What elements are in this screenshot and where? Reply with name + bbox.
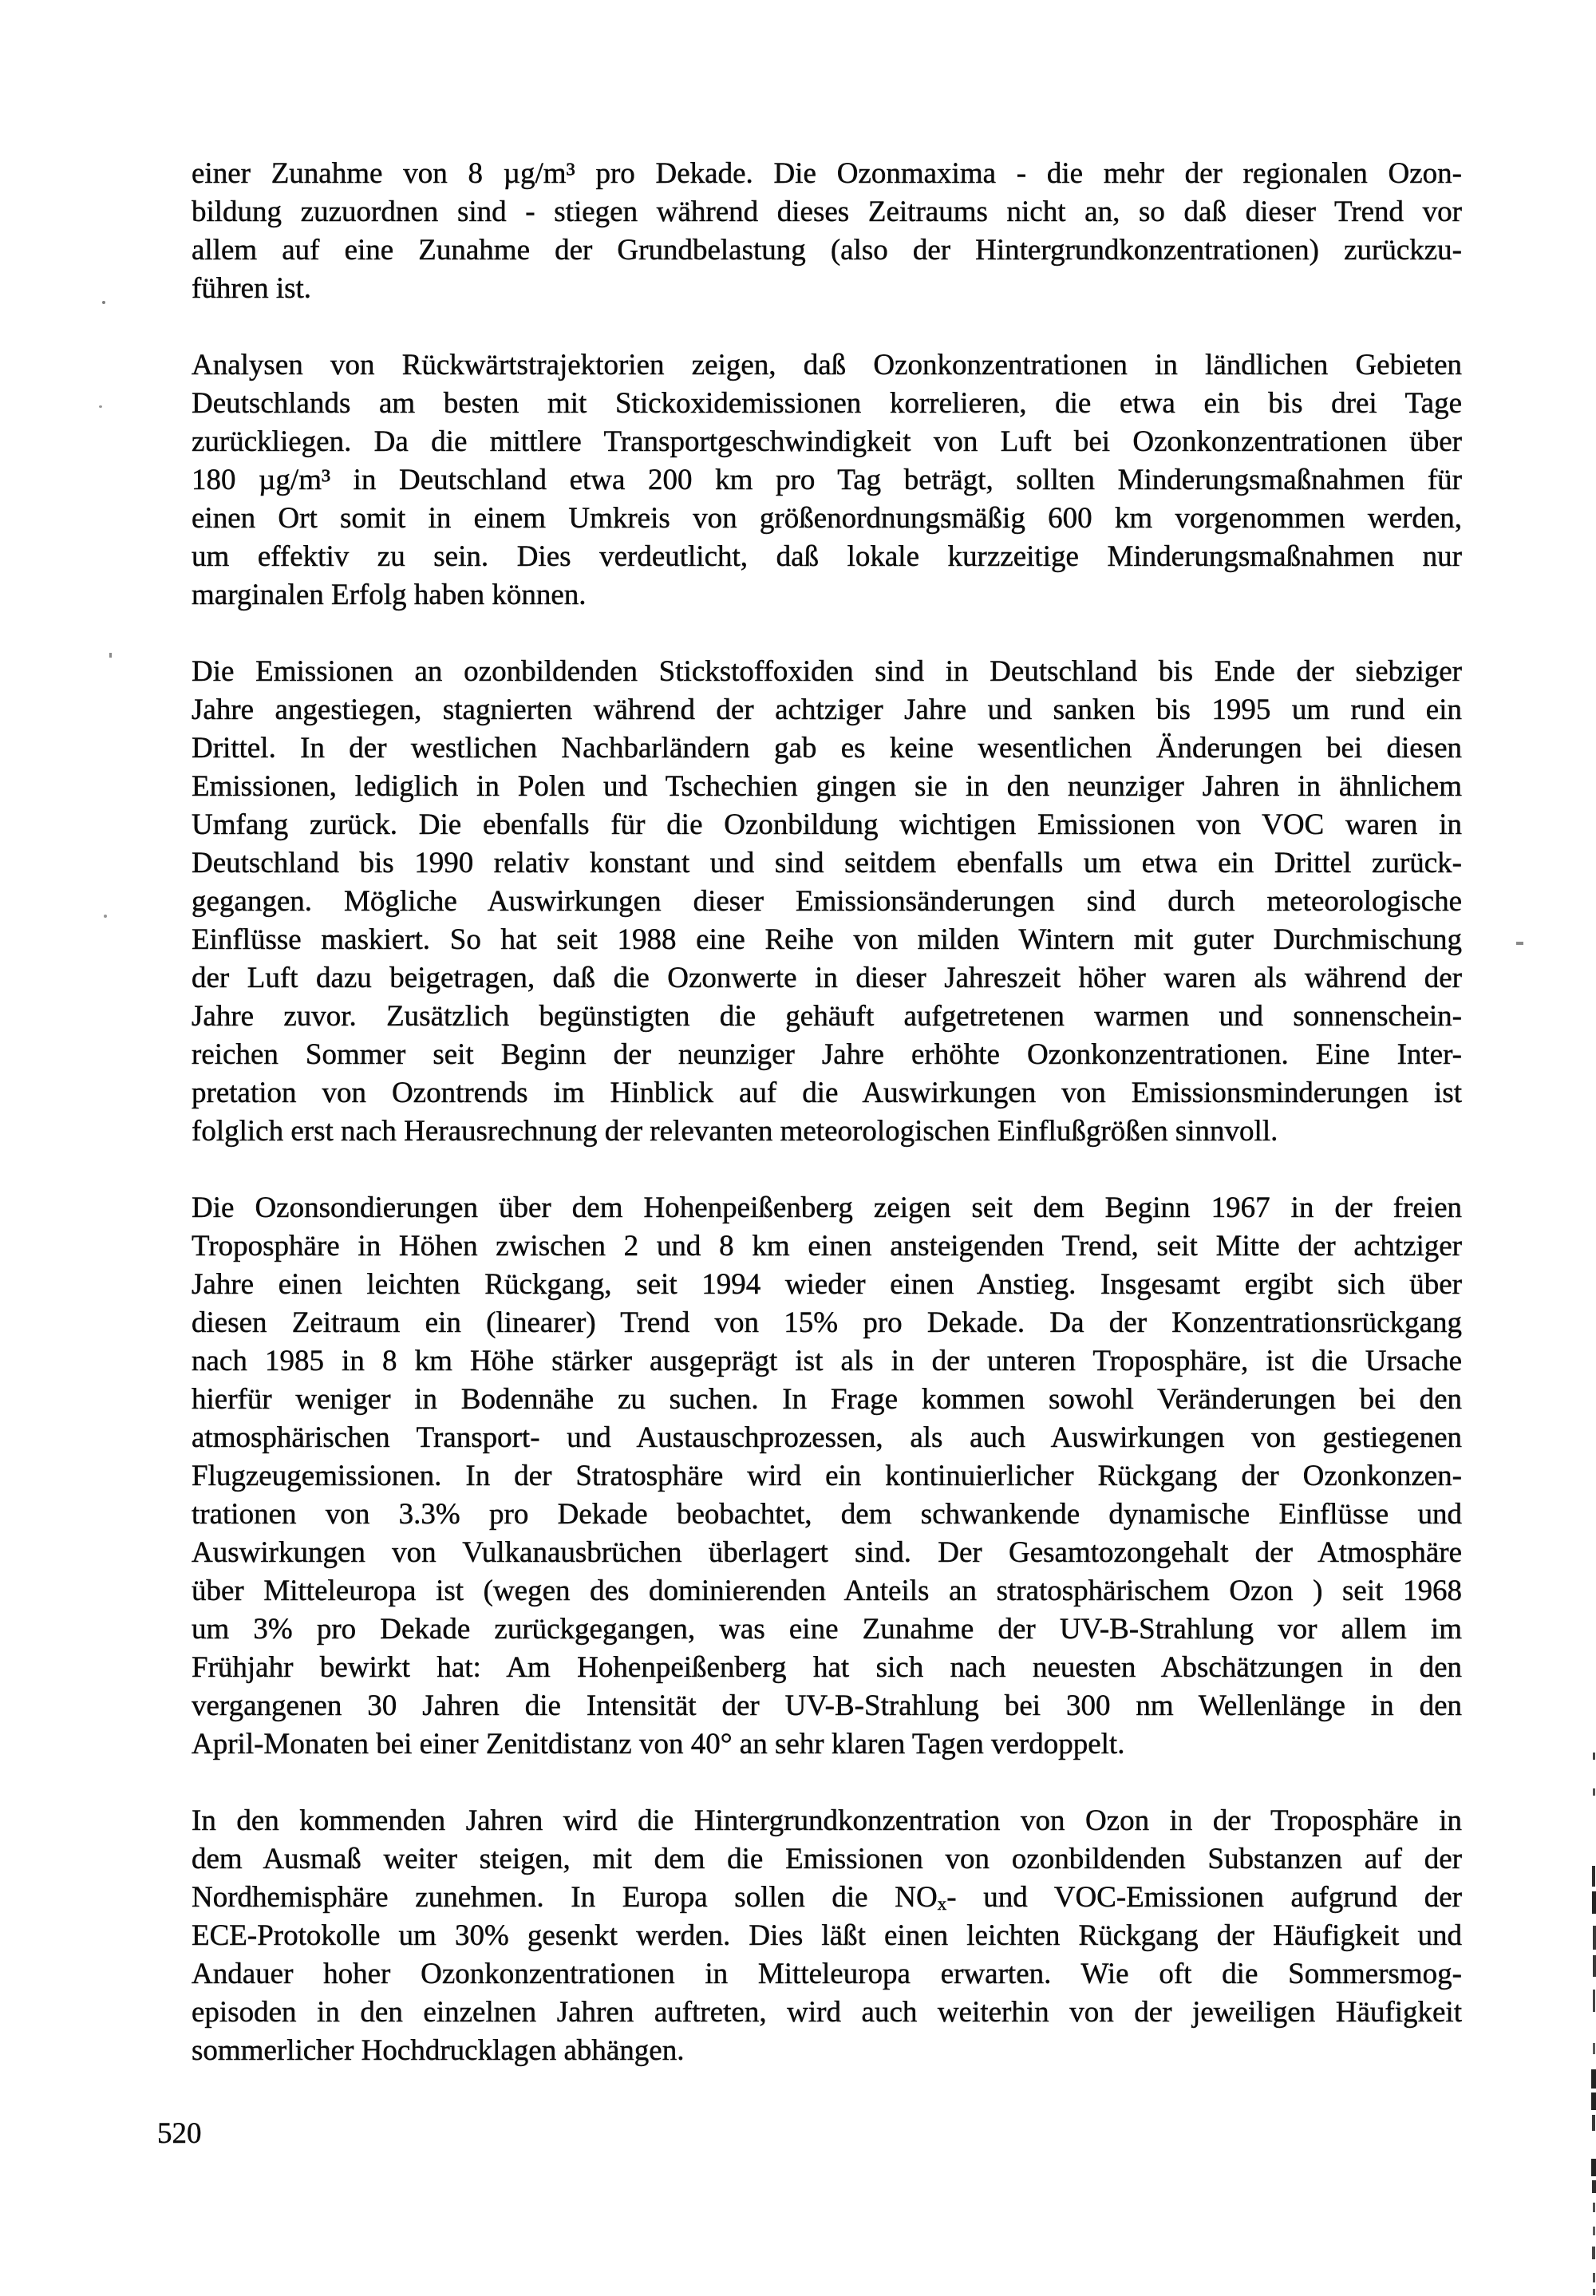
text-line: Troposphäre in Höhen zwischen 2 und 8 km einen ansteigenden Trend, seit Mitte der achtziger — [192, 1230, 1462, 1263]
text-line: Analysen von Rückwärtstrajektorien zeigen, daß Ozonkonzentrationen in ländlichen Gebieten — [192, 349, 1462, 381]
scan-artifact — [1593, 1788, 1595, 1796]
text-line: Einflüsse maskiert. So hat seit 1988 eine Reihe von milden Wintern mit guter Durchmischung — [192, 923, 1462, 956]
scan-artifact — [99, 405, 102, 408]
scan-artifact — [1593, 1990, 1595, 2012]
text-line: Flugzeugemissionen. In der Stratosphäre wird ein kontinuierlicher Rückgang der Ozonkonzen- — [192, 1460, 1462, 1492]
paragraph — [192, 653, 1462, 1151]
document-body — [192, 155, 1462, 2108]
text-line: führen ist. — [192, 272, 312, 305]
text-segment: - und VOC-Emissionen aufgrund der — [946, 1881, 1462, 1914]
text-line: zurückliegen. Da die mittlere Transportgeschwindigkeit von Luft bei Ozonkonzentrationen über — [192, 425, 1462, 458]
scan-artifact — [1593, 2273, 1595, 2282]
scan-artifact — [1592, 1891, 1596, 1914]
scan-artifact — [1591, 2092, 1596, 2110]
text-line: gegangen. Mögliche Auswirkungen dieser Emissionsänderungen sind durch meteorologische — [192, 885, 1462, 918]
text-line: Emissionen, lediglich in Polen und Tschechien gingen sie in den neunziger Jahren in ähnlichem — [192, 770, 1462, 803]
text-line: reichen Sommer seit Beginn der neunziger Jahre erhöhte Ozonkonzentrationen. Eine Inter- — [192, 1038, 1462, 1071]
text-line: über Mitteleuropa ist (wegen des dominierenden Anteils an stratosphärischem Ozon ) seit 1968 — [192, 1575, 1462, 1607]
text-line: Deutschlands am besten mit Stickoxidemissionen korrelieren, die etwa ein bis drei Tage — [192, 387, 1462, 420]
text-line: episoden in den einzelnen Jahren auftreten, wird auch weiterhin von der jeweiligen Häufigkeit — [192, 1996, 1462, 2029]
scan-artifact — [102, 301, 105, 304]
text-line: einen Ort somit in einem Umkreis von größenordnungsmäßig 600 km vorgenommen werden, — [192, 502, 1462, 535]
scan-artifact — [1591, 2159, 1596, 2176]
text-line: Jahre angestiegen, stagnierten während der achtziger Jahre und sanken bis 1995 um rund ein — [192, 694, 1462, 726]
text-line: hierfür weniger in Bodennähe zu suchen. In Frage kommen sowohl Veränderungen bei den — [192, 1383, 1462, 1416]
scan-artifact — [104, 915, 107, 918]
text-line: Umfang zurück. Die ebenfalls für die Ozonbildung wichtigen Emissionen von VOC waren in — [192, 808, 1462, 841]
scan-artifact — [1593, 2043, 1595, 2054]
scan-artifact — [1593, 1955, 1596, 1977]
text-line: Frühjahr bewirkt hat: Am Hohenpeißenberg hat sich nach neuesten Abschätzungen in den — [192, 1651, 1462, 1684]
text-line: Andauer hoher Ozonkonzentrationen in Mitteleuropa erwarten. Wie oft die Sommersmog- — [192, 1958, 1462, 1990]
text-line: Deutschland bis 1990 relativ konstant und sind seitdem ebenfalls um etwa ein Drittel zurück- — [192, 847, 1462, 879]
scan-artifact — [1593, 1926, 1596, 1950]
text-line: diesen Zeitraum ein (linearer) Trend von 15% pro Dekade. Da der Konzentrationsrückgang — [192, 1306, 1462, 1339]
scan-artifact — [1592, 1866, 1595, 1887]
text-line: atmosphärischen Transport- und Austauschprozessen, als auch Auswirkungen von gestiegenen — [192, 1421, 1462, 1454]
text-line: 180 µg/m³ in Deutschland etwa 200 km pro Tag beträgt, sollten Minderungsmaßnahmen für — [192, 464, 1462, 496]
text-line: bildung zuzuordnen sind - stiegen während dieses Zeitraums nicht an, so daß dieser Trend vor — [192, 196, 1462, 228]
text-line: allem auf eine Zunahme der Grundbelastung (also der Hintergrundkonzentrationen) zurückzu- — [192, 234, 1462, 267]
scan-artifact — [109, 653, 112, 658]
text-line: folglich erst nach Herausrechnung der relevanten meteorologischen Einflußgrößen sinnvoll. — [192, 1115, 1278, 1148]
text-line: Drittel. In der westlichen Nachbarländern gab es keine wesentlichen Änderungen bei diesen — [192, 732, 1462, 765]
text-segment-sub: x — [937, 1894, 947, 1915]
scan-artifact — [1591, 2069, 1596, 2089]
text-line: Die Ozonsondierungen über dem Hohenpeißenberg zeigen seit dem Beginn 1967 in der freien — [192, 1191, 1462, 1224]
text-line: pretation von Ozontrends im Hinblick auf die Auswirkungen von Emissionsminderungen ist — [192, 1077, 1462, 1109]
text-line: einer Zunahme von 8 µg/m³ pro Dekade. Die Ozonmaxima - die mehr der regionalen Ozon- — [192, 157, 1462, 190]
scan-artifact — [1593, 2289, 1595, 2295]
text-line: ECE-Protokolle um 30% gesenkt werden. Dies läßt einen leichten Rückgang der Häufigkeit und — [192, 1919, 1462, 1952]
paragraph — [192, 155, 1462, 308]
scan-artifact — [1592, 2180, 1596, 2193]
text-line: April-Monaten bei einer Zenitdistanz von 40° an sehr klaren Tagen verdoppelt. — [192, 1728, 1125, 1761]
scan-artifact — [1592, 2247, 1595, 2259]
paragraph — [192, 1189, 1462, 1764]
text-line: trationen von 3.3% pro Dekade beobachtet, dem schwankende dynamische Einflüsse und — [192, 1498, 1462, 1531]
text-line: Jahre zuvor. Zusätzlich begünstigten die gehäuft aufgetretenen warmen und sonnenschein- — [192, 1000, 1462, 1033]
scan-artifact — [1593, 2227, 1595, 2235]
scan-artifact — [1592, 2115, 1595, 2131]
text-line: Jahre einen leichten Rückgang, seit 1994 wieder einen Anstieg. Insgesamt ergibt sich über — [192, 1268, 1462, 1301]
text-line: um effektiv zu sein. Dies verdeutlicht, daß lokale kurzzeitige Minderungsmaßnahmen nur — [192, 540, 1462, 573]
text-line: Auswirkungen von Vulkanausbrüchen überlagert sind. Der Gesamtozongehalt der Atmosphäre — [192, 1536, 1462, 1569]
text-line: der Luft dazu beigetragen, daß die Ozonwerte in dieser Jahreszeit höher waren als während der — [192, 962, 1462, 994]
text-line: vergangenen 30 Jahren die Intensität der UV-B-Strahlung bei 300 nm Wellenlänge in den — [192, 1689, 1462, 1722]
text-line: In den kommenden Jahren wird die Hintergrundkonzentration von Ozon in der Troposphäre in — [192, 1804, 1462, 1837]
scan-artifact — [1516, 942, 1523, 945]
text-line: sommerlicher Hochdrucklagen abhängen. — [192, 2034, 685, 2067]
paragraph — [192, 346, 1462, 615]
text-line: um 3% pro Dekade zurückgegangen, was eine Zunahme der UV-B-Strahlung vor allem im — [192, 1613, 1462, 1646]
text-line — [192, 1879, 1462, 1917]
text-line: Die Emissionen an ozonbildenden Stickstoffoxiden sind in Deutschland bis Ende der siebziger — [192, 655, 1462, 688]
page-number: 520 — [157, 2117, 202, 2150]
text-line: nach 1985 in 8 km Höhe stärker ausgeprägt ist als in der unteren Troposphäre, ist die Ursache — [192, 1345, 1462, 1377]
text-line: dem Ausmaß weiter steigen, mit dem die Emissionen von ozonbildenden Substanzen auf der — [192, 1843, 1462, 1875]
text-segment: Nordhemisphäre zunehmen. In Europa sollen die NO — [192, 1881, 938, 1914]
scan-artifact — [1593, 1753, 1595, 1760]
text-line: marginalen Erfolg haben können. — [192, 579, 587, 611]
paragraph — [192, 1802, 1462, 2070]
scan-artifact — [1593, 2203, 1595, 2212]
